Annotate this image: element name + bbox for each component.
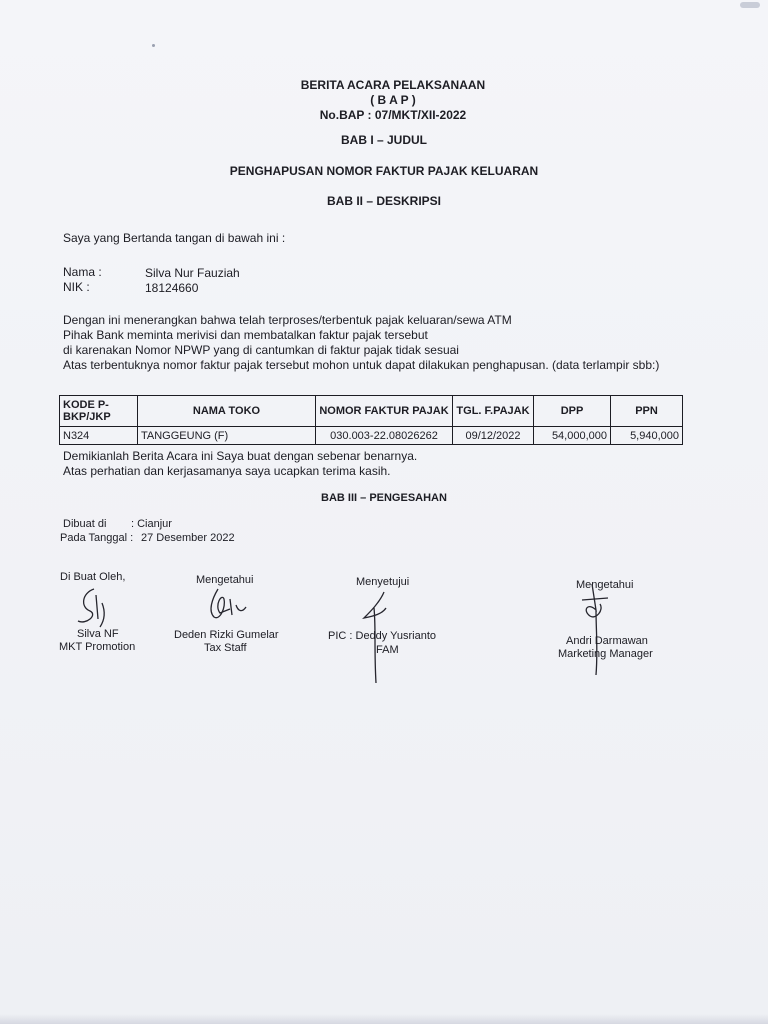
handwritten-signature-4 — [574, 580, 614, 680]
place-label: Dibuat di — [63, 518, 107, 530]
cell-nomor-faktur: 030.003-22.08026262 — [316, 427, 453, 445]
header-number: No.BAP : 07/MKT/XII-2022 — [319, 108, 467, 122]
table-row — [60, 427, 683, 445]
intro-text: Saya yang Bertanda tangan di bawah ini : — [63, 231, 286, 245]
handwritten-signature-1 — [72, 585, 112, 630]
col-header-nama-toko: NAMA TOKO — [138, 396, 316, 427]
name-label: Nama : — [63, 265, 102, 279]
col-header-tgl-faktur: TGL. F.PAJAK — [453, 396, 534, 427]
description-paragraph — [63, 313, 659, 373]
scan-dot — [152, 44, 155, 47]
bab1-title: BAB I – JUDUL — [340, 133, 427, 147]
paragraph-line: Pihak Bank meminta merivisi dan membatalkan faktur pajak tersebut — [63, 328, 428, 342]
signer-title-4: Marketing Manager — [558, 648, 653, 660]
signer-title-1: MKT Promotion — [59, 641, 136, 653]
header-title: BERITA ACARA PELAKSANAAN — [300, 78, 486, 92]
paragraph-line: Atas terbentuknya nomor faktur pajak tersebut mohon untuk dapat dilakukan penghapusan. (data terlampir sbb:) — [63, 358, 660, 372]
signer-title-2: Tax Staff — [204, 642, 247, 654]
cell-dpp: 54,000,000 — [534, 427, 611, 445]
date-value: 27 Desember 2022 — [141, 532, 235, 544]
col-header-ppn: PPN — [611, 396, 683, 427]
nik-value: 18124660 — [145, 281, 199, 295]
bab2-title: BAB II – DESKRIPSI — [326, 194, 442, 208]
signer-title-3: FAM — [376, 644, 399, 656]
closing-line: Atas perhatian dan kerjasamanya saya ucapkan terima kasih. — [63, 464, 391, 478]
signer-name-1: Silva NF — [77, 628, 119, 640]
table-header-row — [60, 396, 683, 427]
cell-nama-toko: TANGGEUNG (F) — [138, 427, 316, 445]
handwritten-signature-2 — [200, 585, 250, 625]
document-header — [0, 78, 768, 123]
cell-tgl-faktur: 09/12/2022 — [453, 427, 534, 445]
scan-dot — [740, 2, 760, 8]
cell-ppn: 5,940,000 — [611, 427, 683, 445]
closing-line: Demikianlah Berita Acara ini Saya buat dengan sebenar benarnya. — [63, 449, 418, 463]
signer-name-2: Deden Rizki Gumelar — [174, 629, 279, 641]
signature-role-3: Menyetujui — [356, 576, 410, 588]
bab1-subject: PENGHAPUSAN NOMOR FAKTUR PAJAK KELUARAN — [229, 164, 539, 178]
col-header-dpp: DPP — [534, 396, 611, 427]
bab3-title: BAB III – PENGESAHAN — [321, 492, 447, 504]
signature-role-2: Mengetahui — [196, 574, 254, 586]
invoice-table — [59, 395, 683, 445]
place-value: : Cianjur — [131, 518, 172, 530]
name-value: Silva Nur Fauziah — [145, 266, 240, 280]
col-header-kode: KODE P-BKP/JKP — [60, 396, 138, 427]
cell-kode: N324 — [60, 427, 138, 445]
closing-text — [63, 449, 417, 479]
bottom-edge — [0, 1014, 768, 1024]
paragraph-line: di karenakan Nomor NPWP yang di cantumkan di faktur pajak tidak sesuai — [63, 343, 459, 357]
signature-role-4: Mengetahui — [576, 579, 634, 591]
header-abbrev: ( B A P ) — [370, 93, 416, 107]
col-header-nomor-faktur: NOMOR FAKTUR PAJAK — [316, 396, 453, 427]
signer-name-4: Andri Darmawan — [566, 635, 648, 647]
signer-name-3: PIC : Deddy Yusrianto — [328, 630, 437, 642]
date-label: Pada Tanggal : — [60, 532, 134, 544]
nik-label: NIK : — [63, 280, 90, 294]
signature-role-1: Di Buat Oleh, — [60, 571, 126, 583]
paragraph-line: Dengan ini menerangkan bahwa telah terproses/terbentuk pajak keluaran/sewa ATM — [63, 313, 512, 327]
